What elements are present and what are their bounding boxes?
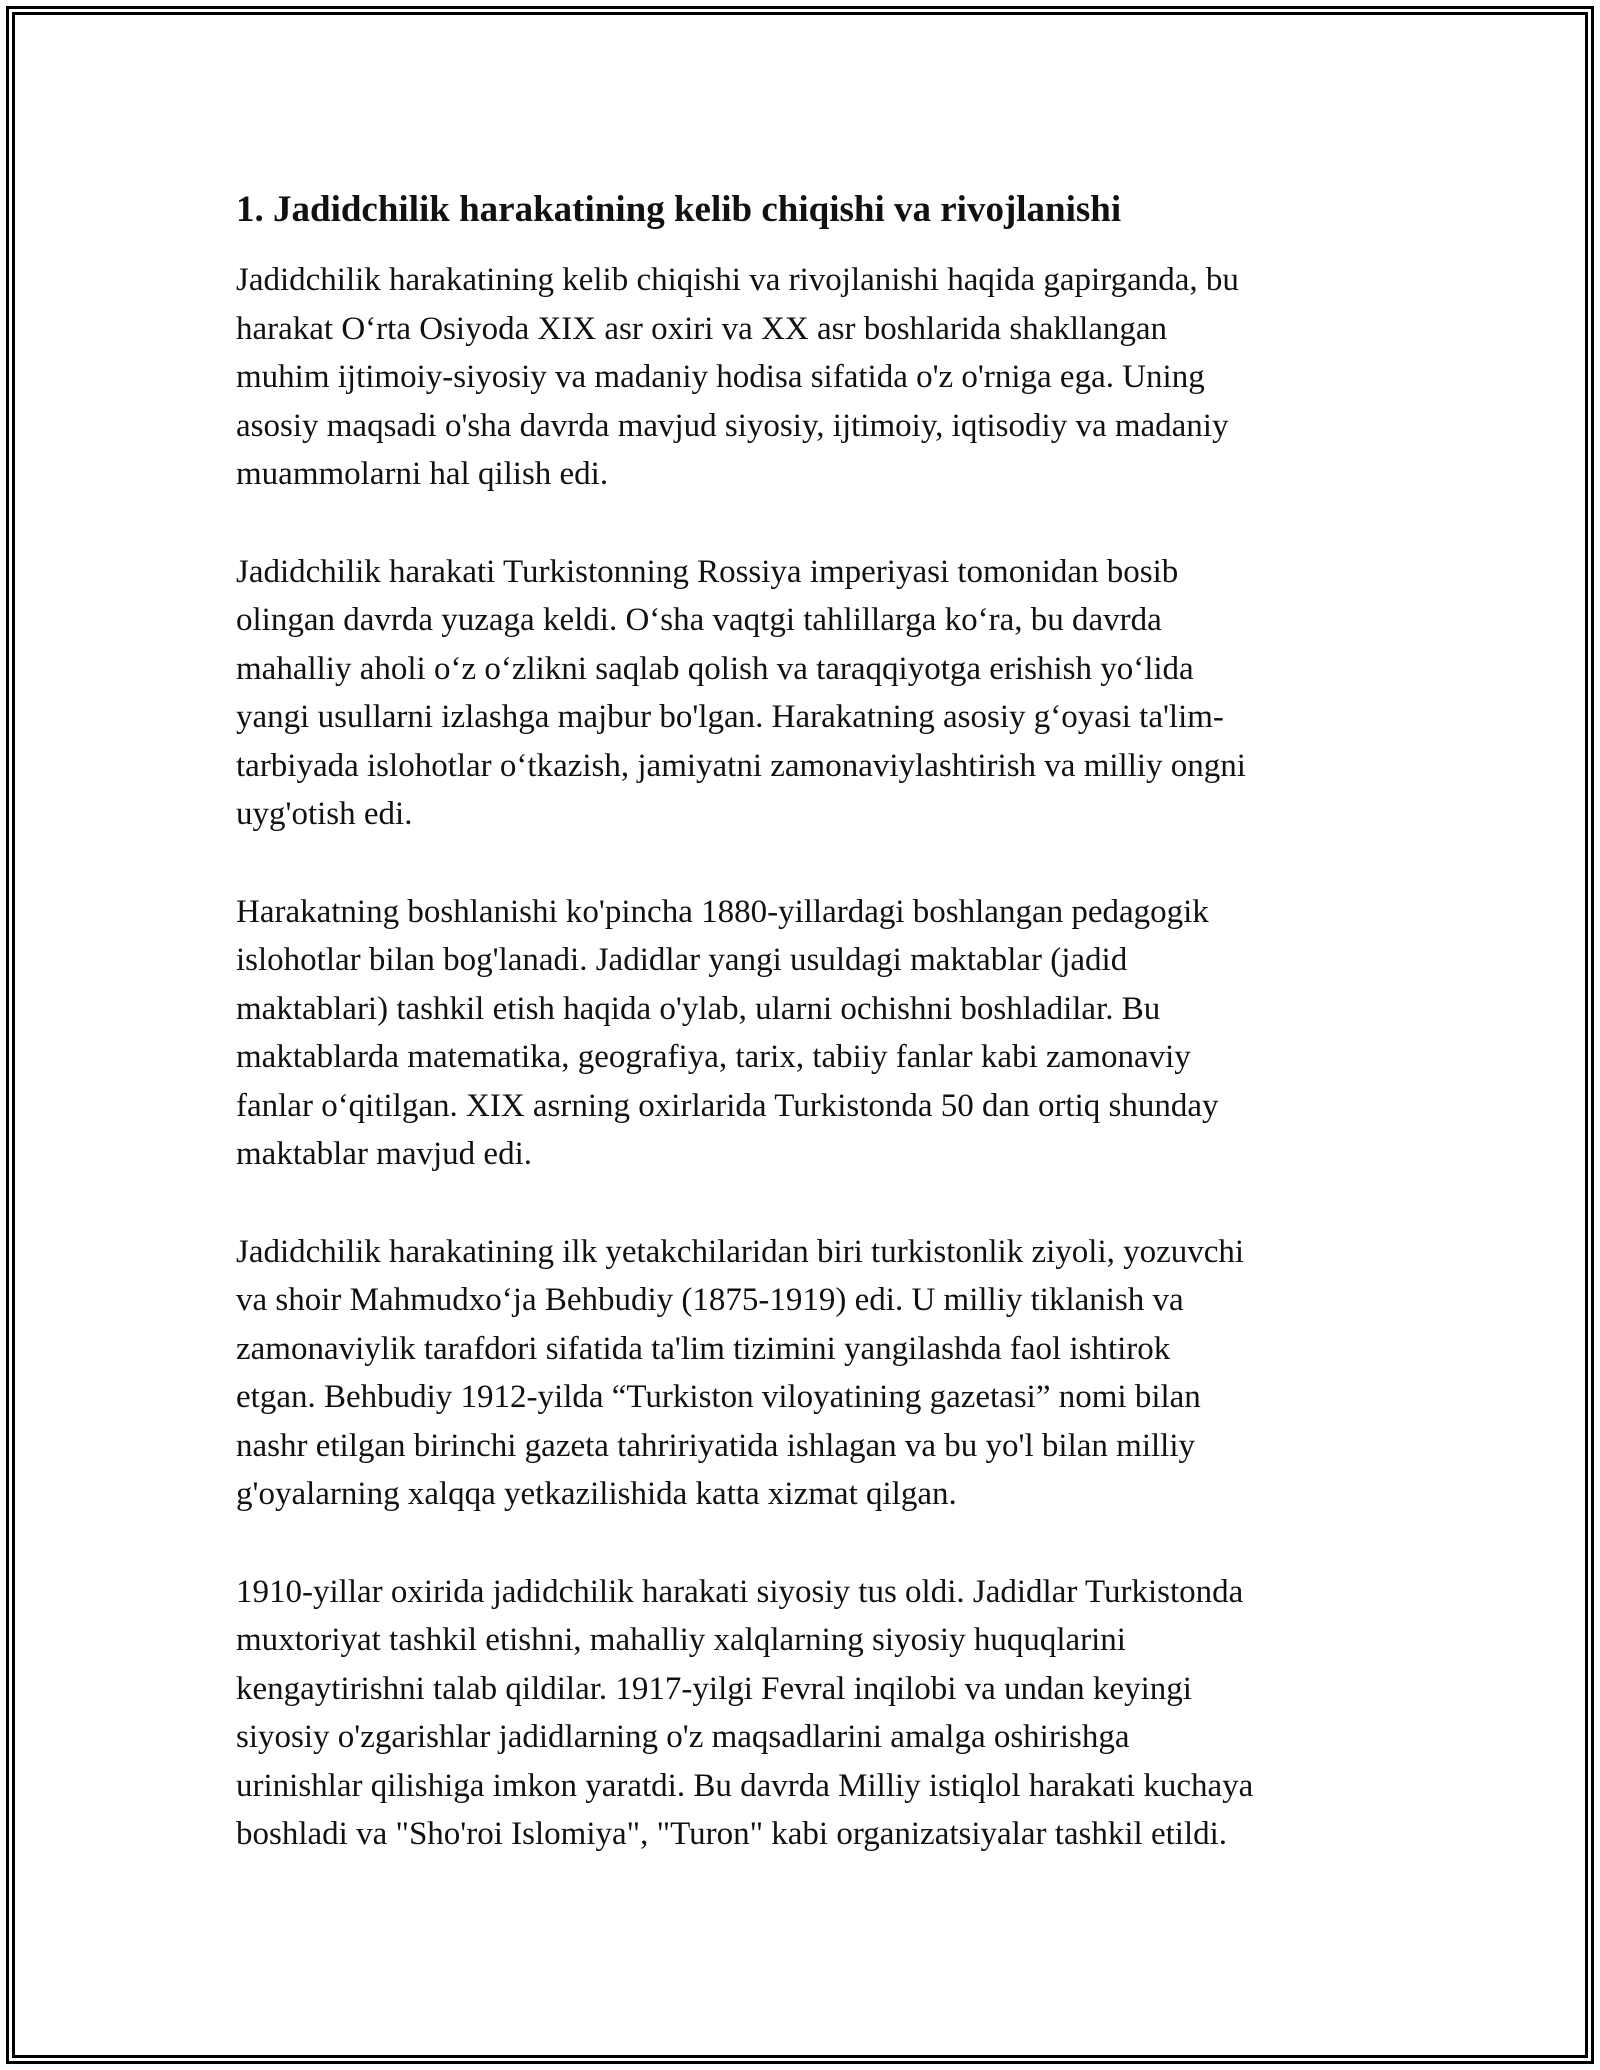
paragraph-line: mahalliy aholi o‘z o‘zlikni saqlab qolish va taraqqiyotga erishish yo‘lida [236,650,1194,687]
paragraph-list [236,256,1386,1859]
paragraph [236,256,1386,499]
paragraph [236,1228,1386,1519]
paragraph-line: siyosiy o'zgarishlar jadidlarning o'z maqsadlarini amalga oshirishga [236,1719,1130,1755]
paragraph-line: asosiy maqsadi o'sha davrda mavjud siyosiy, ijtimoiy, iqtisodiy va madaniy [236,407,1229,444]
document-body [236,186,1386,1908]
paragraph-line: muammolarni hal qilish edi. [236,456,609,492]
paragraph-line: Jadidchilik harakatining kelib chiqishi va rivojlanishi haqida gapirganda, bu [236,262,1239,298]
paragraph-line: boshladi va "Sho'roi Islomiya", "Turon" kabi organizatsiyalar tashkil etildi. [236,1816,1228,1852]
paragraph-line: urinishlar qilishiga imkon yaratdi. Bu davrda Milliy istiqlol harakati kuchaya [236,1767,1254,1804]
paragraph-line: Jadidchilik harakati Turkistonning Rossiya imperiyasi tomonidan bosib [236,553,1179,590]
paragraph-line: zamonaviylik tarafdori sifatida ta'lim tizimini yangilashda faol ishtirok [236,1330,1171,1367]
paragraph-line: g'oyalarning xalqqa yetkazilishida katta xizmat qilgan. [236,1476,957,1512]
paragraph-line: kengaytirishni talab qildilar. 1917-yilgi Fevral inqilobi va undan keyingi [236,1670,1192,1707]
paragraph-line: maktablari) tashkil etish haqida o'ylab, ularni ochishni boshladilar. Bu [236,990,1161,1027]
paragraph-line: tarbiyada islohotlar o‘tkazish, jamiyatni zamonaviylashtirish va milliy ongni [236,747,1246,784]
paragraph-line: yangi usullarni izlashga majbur bo'lgan. Harakatning asosiy g‘oyasi ta'lim- [236,699,1224,735]
paragraph-line: islohotlar bilan bog'lanadi. Jadidlar yangi usuldagi maktablar (jadid [236,942,1128,978]
paragraph-line: va shoir Mahmudxo‘ja Behbudiy (1875-1919) edi. U milliy tiklanish va [236,1282,1184,1318]
paragraph-line: muhim ijtimoiy-siyosiy va madaniy hodisa sifatida o'z o'rniga ega. Uning [236,359,1205,395]
paragraph [236,888,1386,1179]
paragraph-line: olingan davrda yuzaga keldi. O‘sha vaqtgi tahlillarga ko‘ra, bu davrda [236,602,1162,638]
paragraph [236,548,1386,839]
paragraph-line: muxtoriyat tashkil etishni, mahalliy xalqlarning siyosiy huquqlarini [236,1622,1126,1658]
paragraph-line: nashr etilgan birinchi gazeta tahririyatida ishlagan va bu yo'l bilan milliy [236,1427,1195,1464]
paragraph-line: maktablar mavjud edi. [236,1136,532,1172]
paragraph-line: 1910-yillar oxirida jadidchilik harakati siyosiy tus oldi. Jadidlar Turkistonda [236,1573,1244,1610]
paragraph-line: maktablarda matematika, geografiya, tarix, tabiiy fanlar kabi zamonaviy [236,1039,1191,1075]
paragraph-line: Harakatning boshlanishi ko'pincha 1880-yillardagi boshlangan pedagogik [236,893,1209,930]
paragraph-line: etgan. Behbudiy 1912-yilda “Turkiston viloyatining gazetasi” nomi bilan [236,1379,1201,1415]
paragraph-line: fanlar o‘qitilgan. XIX asrning oxirlarida Turkistonda 50 dan ortiq shunday [236,1087,1219,1124]
paragraph-line: uyg'otish edi. [236,796,413,832]
section-heading: 1. Jadidchilik harakatining kelib chiqishi va rivojlanishi [236,189,1122,230]
paragraph-line: Jadidchilik harakatining ilk yetakchilaridan biri turkistonlik ziyoli, yozuvchi [236,1233,1245,1270]
paragraph-line: harakat O‘rta Osiyoda XIX asr oxiri va XX asr boshlarida shakllangan [236,310,1168,347]
paragraph [236,1568,1386,1859]
